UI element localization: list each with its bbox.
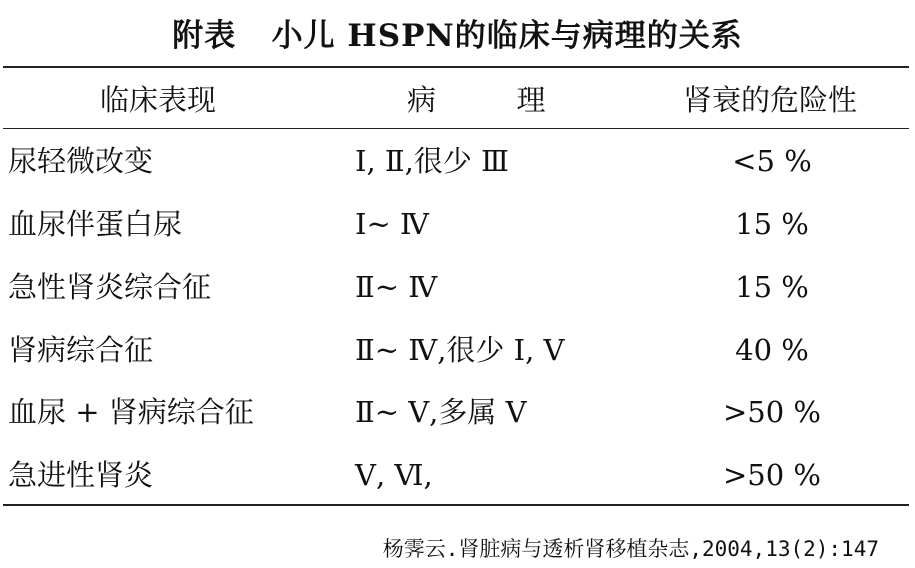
cell-clinical: 血尿伴蛋白尿 — [8, 207, 183, 241]
table-header-rule — [3, 128, 909, 129]
cell-pathology: Ⅱ~ Ⅳ — [355, 270, 438, 304]
cell-clinical: 急进性肾炎 — [8, 458, 154, 492]
cell-risk: <5 % — [732, 144, 812, 178]
table-row — [0, 455, 915, 495]
cell-pathology: Ⅱ~ Ⅳ,很少 Ⅰ, Ⅴ — [355, 333, 565, 367]
header-clinical: 临床表现 — [100, 83, 217, 117]
table-row — [0, 330, 915, 370]
cell-clinical: 肾病综合征 — [8, 333, 154, 367]
cell-risk: 40 % — [735, 333, 809, 367]
cell-pathology: Ⅴ, Ⅵ, — [355, 458, 433, 492]
header-pathology: 病 理 — [407, 83, 548, 117]
table-row — [0, 267, 915, 307]
cell-clinical: 急性肾炎综合征 — [8, 270, 212, 304]
cell-risk: 15 % — [735, 207, 809, 241]
table-title: 附表 小儿 HSPN的临床与病理的关系 — [172, 18, 743, 54]
table-bottom-rule — [3, 504, 909, 506]
cell-risk: >50 % — [723, 458, 821, 492]
cell-clinical: 血尿 + 肾病综合征 — [8, 395, 254, 429]
cell-pathology: Ⅰ~ Ⅳ — [355, 207, 429, 241]
table-top-rule — [3, 66, 909, 68]
cell-risk: >50 % — [723, 395, 821, 429]
table-header-row — [0, 80, 915, 120]
table-row — [0, 392, 915, 432]
table-row — [0, 141, 915, 181]
header-renal-failure-risk: 肾衰的危险性 — [682, 83, 857, 117]
cell-clinical: 尿轻微改变 — [8, 144, 154, 178]
cell-risk: 15 % — [735, 270, 809, 304]
table-row — [0, 204, 915, 244]
source-citation: 杨霁云.肾脏病与透析肾移植杂志,2004,13(2):147 — [382, 537, 879, 561]
cell-pathology: Ⅱ~ Ⅴ,多属 Ⅴ — [355, 395, 527, 429]
cell-pathology: Ⅰ, Ⅱ,很少 Ⅲ — [355, 144, 510, 178]
